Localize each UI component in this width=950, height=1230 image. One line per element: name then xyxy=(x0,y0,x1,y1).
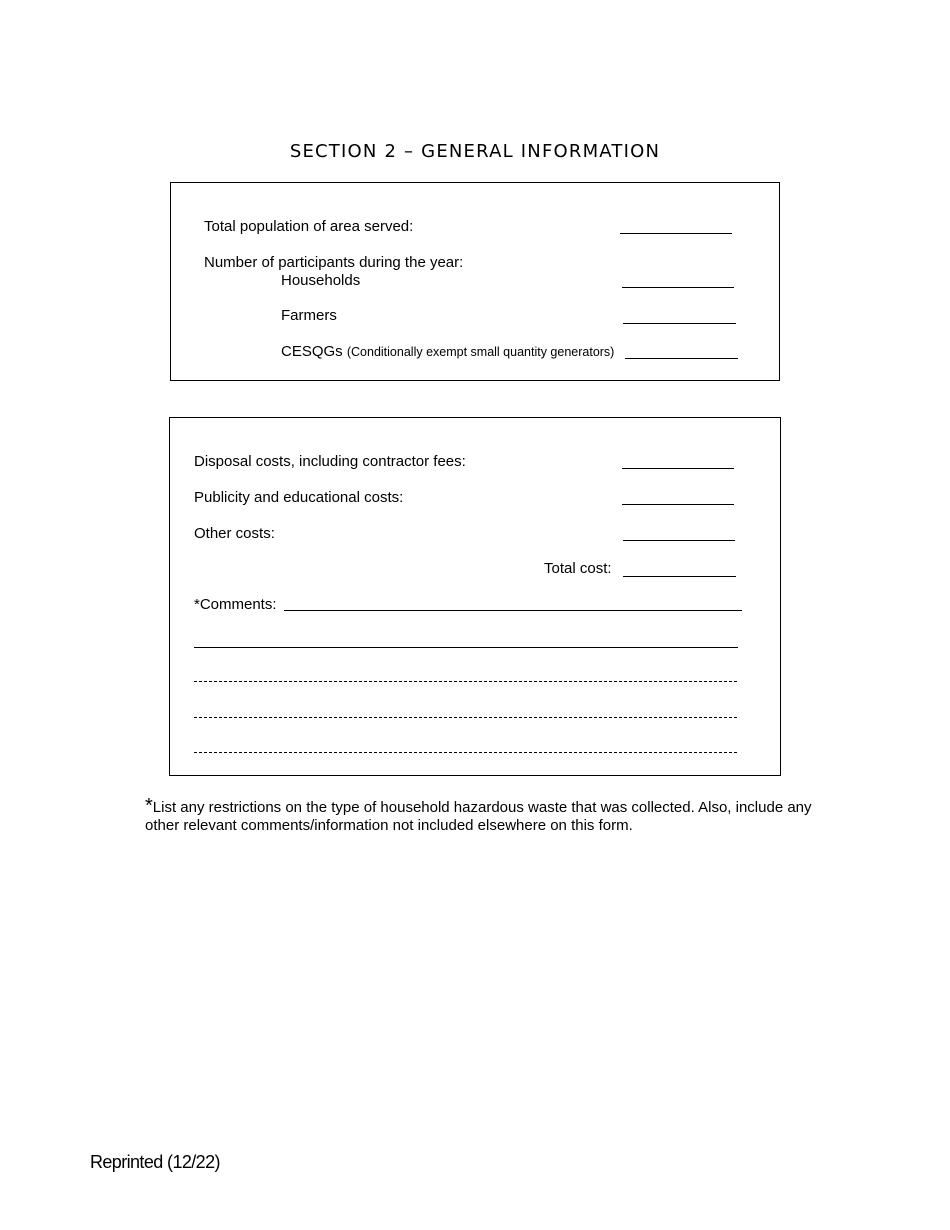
publicity-costs-field[interactable] xyxy=(622,504,734,505)
cesqgs-field[interactable] xyxy=(625,358,738,359)
publicity-costs-label: Publicity and educational costs: xyxy=(194,489,404,506)
population-field[interactable] xyxy=(620,233,732,234)
comments-label: *Comments: xyxy=(194,596,277,613)
households-label: Households xyxy=(281,272,361,289)
cesqgs-label xyxy=(281,343,614,361)
comments-line-3[interactable] xyxy=(194,681,737,682)
footnote-marker: * xyxy=(145,795,153,817)
other-costs-field[interactable] xyxy=(623,540,735,541)
cesqgs-label-text: CESQGs xyxy=(281,343,343,360)
other-costs-label: Other costs: xyxy=(194,525,275,542)
comments-field[interactable] xyxy=(284,610,742,611)
comments-line-4[interactable] xyxy=(194,717,737,718)
cesqgs-note: (Conditionally exempt small quantity generators) xyxy=(346,345,615,359)
total-cost-field[interactable] xyxy=(623,576,736,577)
population-label: Total population of area served: xyxy=(204,218,414,235)
comments-line-5[interactable] xyxy=(194,752,737,753)
households-field[interactable] xyxy=(622,287,734,288)
participants-label: Number of participants during the year: xyxy=(204,254,464,271)
comments-line-2[interactable] xyxy=(194,647,738,648)
disposal-costs-label: Disposal costs, including contractor fees: xyxy=(194,453,466,470)
farmers-field[interactable] xyxy=(623,323,736,324)
footnote xyxy=(145,797,845,835)
farmers-label: Farmers xyxy=(281,307,337,324)
total-cost-label: Total cost: xyxy=(544,560,612,577)
disposal-costs-field[interactable] xyxy=(622,468,734,469)
page-title: SECTION 2 – GENERAL INFORMATION xyxy=(289,141,661,162)
footnote-text: List any restrictions on the type of household hazardous waste that was collected. Also, include any other relevant comments/information not included elsewhere on this form. xyxy=(145,799,812,834)
reprinted-date: Reprinted (12/22) xyxy=(90,1152,220,1172)
